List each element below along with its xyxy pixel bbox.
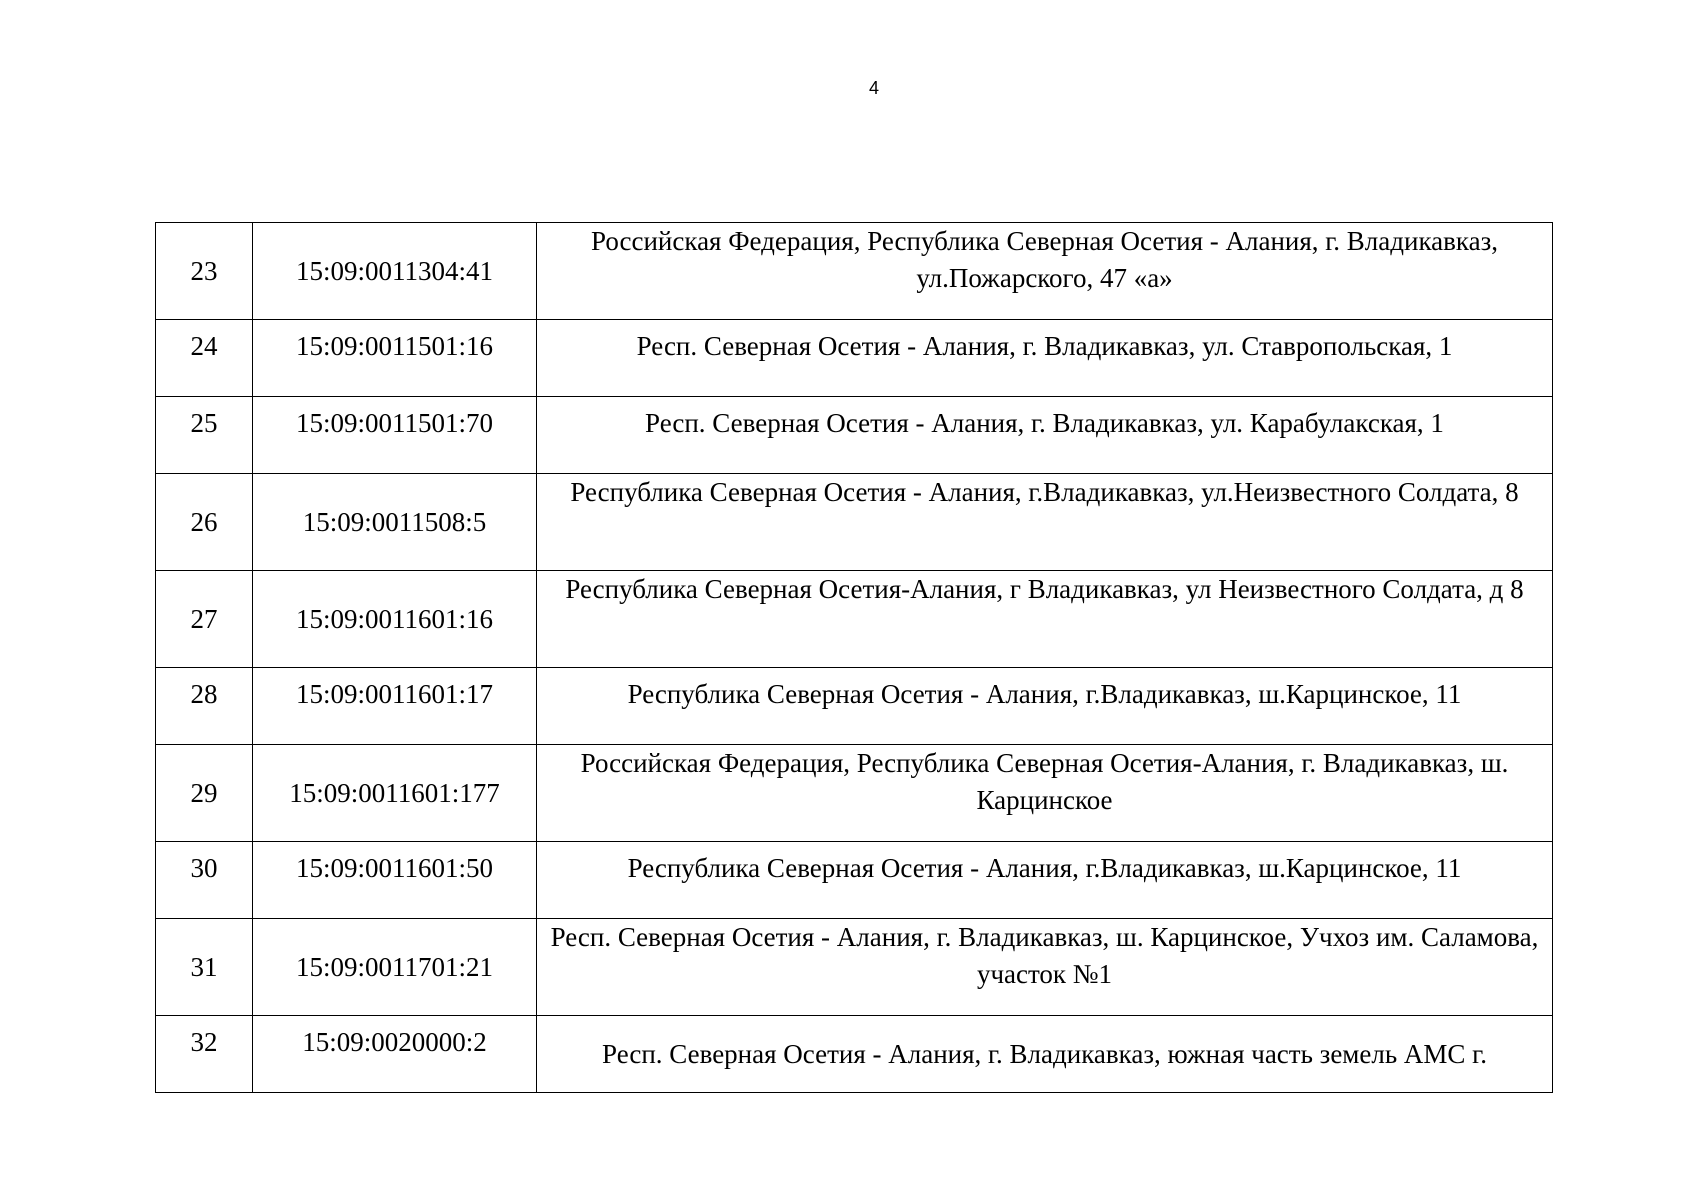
page-number: 4 bbox=[868, 78, 879, 98]
table-row bbox=[156, 1016, 1553, 1093]
table-row bbox=[156, 320, 1553, 397]
cadastral-number: 15:09:0011501:70 bbox=[253, 397, 537, 474]
cadastral-number: 15:09:0011601:177 bbox=[253, 745, 537, 842]
row-number: 28 bbox=[156, 668, 253, 745]
address: Респ. Северная Осетия - Алания, г. Владикавказ, ш. Карцинское, Учхоз им. Саламова, участок №1 bbox=[537, 919, 1553, 1016]
row-number: 23 bbox=[156, 223, 253, 320]
address: Республика Северная Осетия - Алания, г.Владикавказ, ш.Карцинское, 11 bbox=[537, 842, 1553, 919]
table-row bbox=[156, 397, 1553, 474]
row-number: 31 bbox=[156, 919, 253, 1016]
row-number: 24 bbox=[156, 320, 253, 397]
cadastral-number: 15:09:0011601:50 bbox=[253, 842, 537, 919]
table-row bbox=[156, 474, 1553, 571]
row-number: 30 bbox=[156, 842, 253, 919]
table-row bbox=[156, 223, 1553, 320]
table-row bbox=[156, 745, 1553, 842]
table-row bbox=[156, 668, 1553, 745]
table-row bbox=[156, 919, 1553, 1016]
cadastral-number: 15:09:0011501:16 bbox=[253, 320, 537, 397]
row-number: 27 bbox=[156, 571, 253, 668]
address: Российская Федерация, Республика Северная Осетия-Алания, г. Владикавказ, ш. Карцинское bbox=[537, 745, 1553, 842]
cadastral-number: 15:09:0011701:21 bbox=[253, 919, 537, 1016]
address: Республика Северная Осетия - Алания, г.Владикавказ, ш.Карцинское, 11 bbox=[537, 668, 1553, 745]
address: Российская Федерация, Республика Северная Осетия - Алания, г. Владикавказ, ул.Пожарского, 47 «а» bbox=[537, 223, 1553, 320]
cadastral-number: 15:09:0011601:16 bbox=[253, 571, 537, 668]
row-number: 26 bbox=[156, 474, 253, 571]
row-number: 25 bbox=[156, 397, 253, 474]
parcels-table bbox=[155, 222, 1553, 1093]
cadastral-number: 15:09:0020000:2 bbox=[253, 1016, 537, 1093]
table-row bbox=[156, 571, 1553, 668]
address: Респ. Северная Осетия - Алания, г. Владикавказ, ул. Карабулакская, 1 bbox=[537, 397, 1553, 474]
row-number: 32 bbox=[156, 1016, 253, 1093]
cadastral-number: 15:09:0011601:17 bbox=[253, 668, 537, 745]
cadastral-number: 15:09:0011304:41 bbox=[253, 223, 537, 320]
table-row bbox=[156, 842, 1553, 919]
cadastral-number: 15:09:0011508:5 bbox=[253, 474, 537, 571]
row-number: 29 bbox=[156, 745, 253, 842]
address: Респ. Северная Осетия - Алания, г. Владикавказ, южная часть земель АМС г. bbox=[537, 1016, 1553, 1093]
address: Республика Северная Осетия - Алания, г.Владикавказ, ул.Неизвестного Солдата, 8 bbox=[537, 474, 1553, 571]
address: Республика Северная Осетия-Алания, г Владикавказ, ул Неизвестного Солдата, д 8 bbox=[537, 571, 1553, 668]
address: Респ. Северная Осетия - Алания, г. Владикавказ, ул. Ставропольская, 1 bbox=[537, 320, 1553, 397]
